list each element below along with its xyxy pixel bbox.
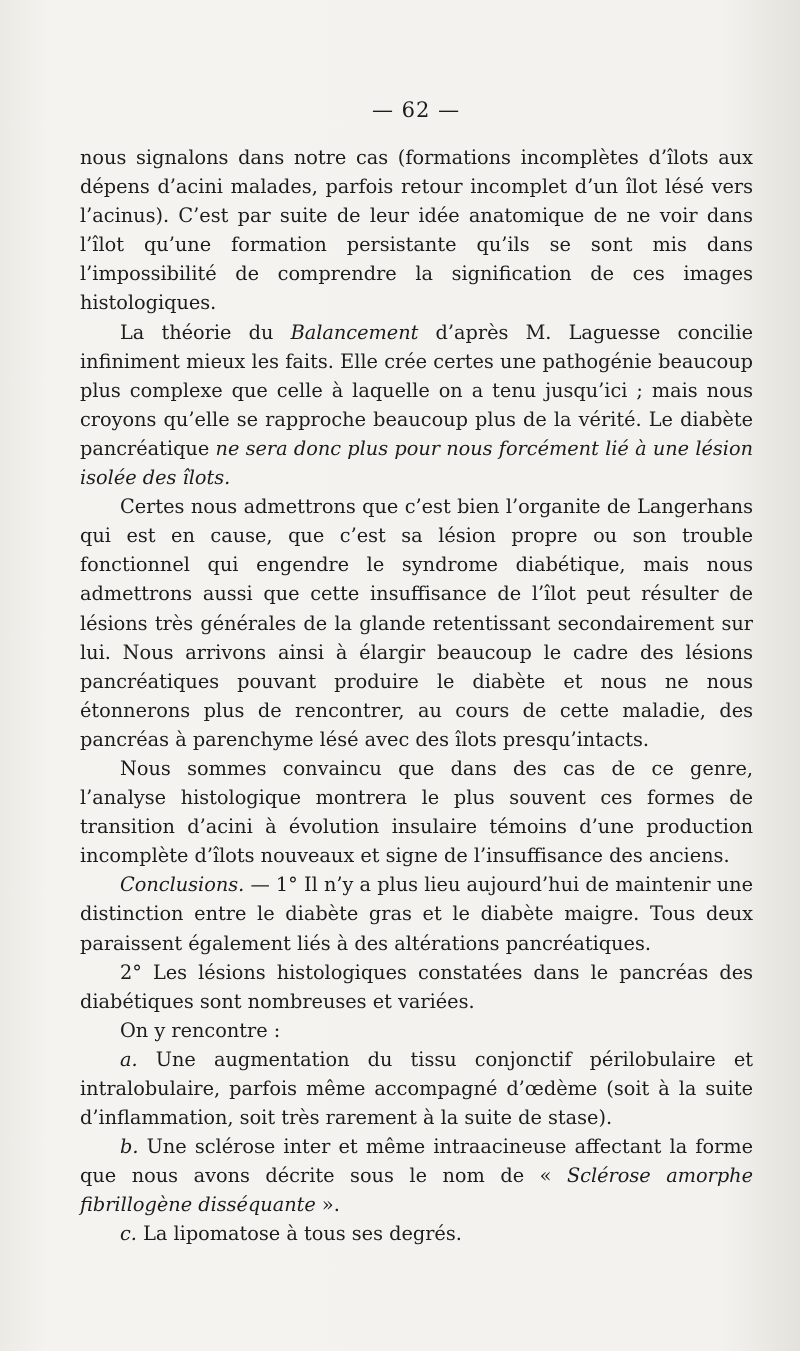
text-segment: La lipomatose à tous ses degrés. <box>136 1222 462 1246</box>
body-text <box>80 143 753 1249</box>
text-segment: Certes nous admettrons que c’est bien l’organite de Langerhans qui est en cause, que c’est sa lésion propre ou son trouble fonctionnel qui engendre le syndrome diabétique, mais nous admettrons aussi que cette insuffisance de l’îlot peut résulter de lésions très générales de la glande retentissant secondairement sur lui. Nous arrivons ainsi à élargir beaucoup le cadre des lésions pancréatiques pouvant produire le diabète et nous ne nous étonnerons plus de rencontrer, au cours de cette maladie, des pancréas à parenchyme lésé avec des îlots presqu’intacts. <box>80 495 753 751</box>
paragraph-p4 <box>80 754 753 870</box>
text-segment: Nous sommes convaincu que dans des cas de ce genre, l’analyse histologique montrera le plus souvent ces formes de transition d’acini à évolution insulaire témoins d’une production incomplète d’îlots nouveaux et signe de l’insuffisance des anciens. <box>80 756 753 868</box>
text-segment: ». <box>315 1193 340 1217</box>
paragraph-p8 <box>80 1045 753 1132</box>
paragraph-p3 <box>80 492 753 754</box>
text-segment: Une sclérose inter et même intraacineuse affectant la forme que nous avons décrite sous le nom de « <box>80 1135 753 1188</box>
text-segment: ne sera donc plus pour nous forcément lié à une lésion isolée des îlots. <box>80 436 753 490</box>
paragraph-p7 <box>80 1016 753 1045</box>
text-segment: Conclusions. <box>120 873 245 897</box>
paragraph-p2 <box>80 318 753 493</box>
paragraph-p10 <box>80 1219 753 1248</box>
text-segment: d’après M. Laguesse concilie infiniment mieux les faits. Elle crée certes une pathogénie beaucoup plus complexe que celle à laquelle on a tenu jusqu’ici ; mais nous croyons qu’elle se rapproche beaucoup plus de la vérité. Le diabète pancréatique <box>80 320 753 460</box>
text-segment: On y rencontre : <box>120 1018 281 1042</box>
paragraph-p6 <box>80 958 753 1016</box>
text-segment: 2° Les lésions histologiques constatées dans le pancréas des diabétiques sont nombreuses et variées. <box>80 960 753 1013</box>
text-segment: Balancement <box>290 320 419 344</box>
text-segment: La théorie du <box>120 320 291 344</box>
paragraph-p9 <box>80 1132 753 1219</box>
text-segment: c. <box>120 1222 137 1246</box>
text-segment: nous signalons dans notre cas (formations incomplètes d’îlots aux dépens d’acini malades, parfois retour incomplet d’un îlot lésé vers l’acinus). C’est par suite de leur idée anatomique de ne voir dans l’îlot qu’une formation persistante qu’ils se sont mis dans l’impossibilité de comprendre la signification de ces images histologiques. <box>80 146 753 315</box>
page-number: — 62 — <box>372 98 461 122</box>
text-segment: a. <box>120 1047 138 1071</box>
text-segment: Une augmentation du tissu conjonctif périlobulaire et intralobulaire, parfois même accompagné d’œdème (soit à la suite d’inflammation, soit très rarement à la suite de stase). <box>80 1047 753 1130</box>
text-segment: Sclérose amorphe fibrillogène disséquante <box>80 1164 753 1217</box>
paragraph-p1 <box>80 143 753 318</box>
paragraph-p5 <box>80 870 753 957</box>
text-segment: b. <box>120 1135 139 1159</box>
text-segment: — 1° Il n’y a plus lieu aujourd’hui de maintenir une distinction entre le diabète gras et le diabète maigre. Tous deux paraissent également liés à des altérations pancréatiques. <box>80 873 753 955</box>
